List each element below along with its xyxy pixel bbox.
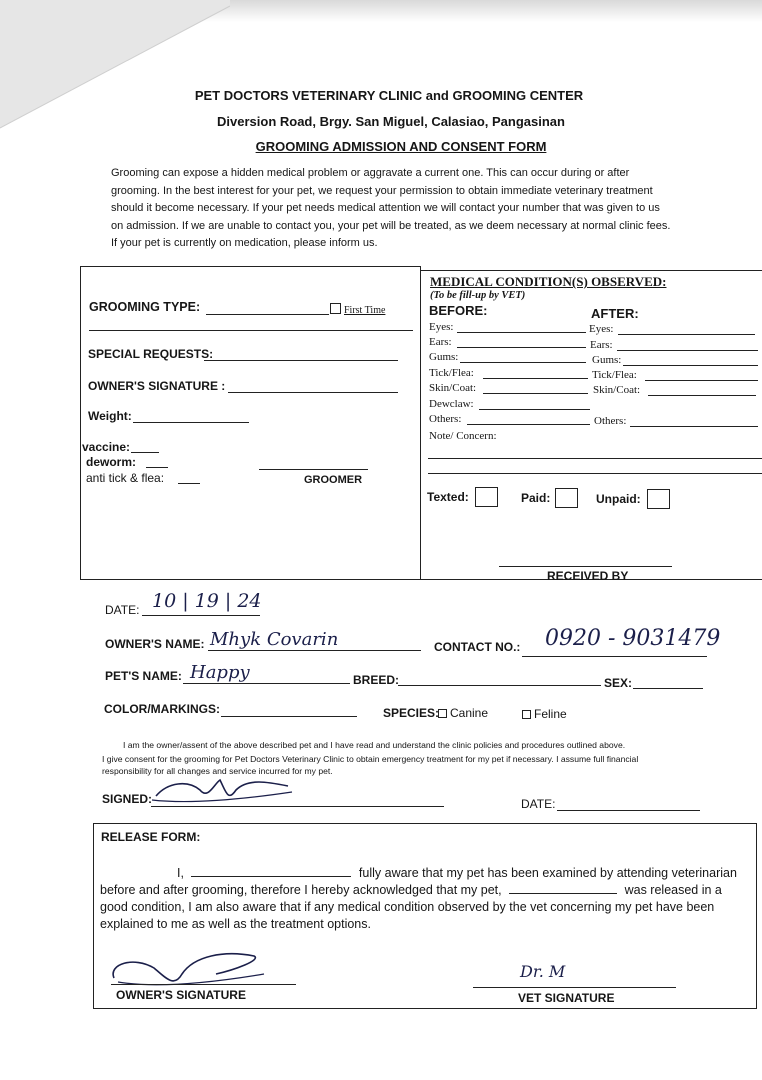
grooming-type-line[interactable]	[206, 314, 329, 315]
anti-tick-line[interactable]	[178, 483, 200, 484]
unpaid-label: Unpaid:	[596, 492, 641, 506]
deworm-label: deworm:	[86, 455, 137, 469]
color-markings-line[interactable]	[221, 716, 357, 717]
release-owner-blank[interactable]	[191, 865, 351, 877]
sex-line[interactable]	[633, 688, 703, 689]
date-handwritten: 10 | 19 | 24	[152, 590, 262, 612]
owner-name-label: OWNER'S NAME:	[105, 637, 205, 651]
before-ears-label: Ears:	[429, 336, 452, 348]
vet-signature-label: VET SIGNATURE	[518, 991, 615, 1005]
deworm-line[interactable]	[146, 467, 168, 468]
sex-label: SEX:	[604, 676, 633, 690]
vet-signature-line[interactable]	[473, 987, 676, 988]
before-gums-label: Gums:	[429, 351, 459, 363]
grooming-type-label: GROOMING TYPE:	[89, 300, 201, 314]
before-eyes-line[interactable]	[457, 332, 586, 333]
release-line-3: good condition, I am also aware that if any medical condition observed by the vet concerning my pet have been	[100, 900, 715, 914]
color-markings-label: COLOR/MARKINGS:	[104, 702, 220, 716]
after-header: AFTER:	[591, 306, 639, 321]
species-canine-option[interactable]	[438, 706, 488, 720]
consent-date-label: DATE:	[521, 797, 556, 811]
after-eyes-line[interactable]	[618, 334, 755, 335]
pet-name-label: PET'S NAME:	[105, 669, 182, 683]
release-line2-end: was released in a	[624, 883, 722, 897]
form-title: GROOMING ADMISSION AND CONSENT FORM	[255, 139, 547, 154]
before-others-line[interactable]	[467, 424, 590, 425]
weight-line[interactable]	[133, 422, 249, 423]
clinic-name: PET DOCTORS VETERINARY CLINIC and GROOMING CENTER	[194, 88, 584, 103]
contact-label: CONTACT NO.:	[434, 640, 521, 654]
release-pet-blank[interactable]	[509, 882, 617, 894]
after-tick-flea-line[interactable]	[645, 380, 758, 381]
first-time-checkbox[interactable]	[330, 303, 385, 316]
owner-signature-scribble	[148, 772, 298, 808]
groomer-line[interactable]	[259, 469, 368, 470]
intro-line: If your pet is currently on medication, please inform us.	[111, 237, 378, 249]
before-header: BEFORE:	[429, 303, 488, 318]
date-label: DATE:	[105, 603, 140, 617]
checkbox-icon[interactable]	[330, 303, 341, 314]
before-skin-coat-label: Skin/Coat:	[429, 382, 477, 394]
page-corner-fold	[0, 0, 230, 130]
after-ears-label: Ears:	[590, 339, 613, 351]
before-dewclaw-label: Dewclaw:	[429, 398, 474, 410]
after-eyes-label: Eyes:	[589, 323, 614, 335]
paid-label: Paid:	[521, 491, 551, 505]
medical-title: MEDICAL CONDITION(S) OBSERVED:	[430, 274, 667, 289]
consent-line-2: I give consent for the grooming for Pet Doctors Veterinary Clinic to obtain emergency treatment for my pet if necessary. I assume full financial	[102, 754, 639, 764]
paid-checkbox[interactable]	[555, 488, 578, 508]
owner-name-line[interactable]	[208, 650, 421, 651]
vaccine-line[interactable]	[131, 452, 159, 453]
contact-line[interactable]	[522, 656, 707, 657]
date-line[interactable]	[142, 615, 260, 616]
before-gums-line[interactable]	[460, 362, 586, 363]
clinic-address: Diversion Road, Brgy. San Miguel, Calasiao, Pangasinan	[217, 114, 565, 129]
note-concern-label: Note/ Concern:	[429, 430, 497, 442]
after-gums-label: Gums:	[592, 354, 622, 366]
consent-line-3: responsibility for all changes and service incurred for my pet.	[102, 766, 333, 776]
checkbox-icon[interactable]	[522, 710, 531, 719]
signed-label: SIGNED:	[102, 792, 153, 806]
owners-signature-line[interactable]	[228, 392, 398, 393]
anti-tick-label: anti tick & flea:	[86, 471, 165, 485]
release-line-4: explained to me as well as the treatment options.	[100, 917, 371, 931]
pet-name-line[interactable]	[183, 683, 350, 684]
after-gums-line[interactable]	[623, 365, 758, 366]
first-time-label: First Time	[344, 305, 386, 316]
intro-line: Grooming can expose a hidden medical problem or aggravate a current one. This can occur during or after	[111, 167, 630, 179]
release-owner-signature-label: OWNER'S SIGNATURE	[116, 988, 246, 1002]
unpaid-checkbox[interactable]	[647, 489, 670, 509]
weight-label: Weight:	[88, 409, 132, 423]
breed-line[interactable]	[398, 685, 601, 686]
consent-line-1: I am the owner/assent of the above described pet and I have read and understand the clinic policies and procedures outlined above.	[123, 740, 626, 750]
release-owner-signature-line[interactable]	[111, 984, 296, 985]
grooming-type-line-2[interactable]	[89, 330, 413, 331]
note-line-1[interactable]	[428, 458, 762, 459]
owners-signature-label: OWNER'S SIGNATURE :	[88, 379, 226, 393]
intro-line: should it become necessary. If your pet needs medical attention we will contact your number that was given to us	[111, 202, 660, 214]
before-tick-flea-label: Tick/Flea:	[429, 367, 474, 379]
release-line2-start: before and after grooming, therefore I hereby acknowledged that my pet,	[100, 883, 502, 897]
special-requests-line[interactable]	[204, 360, 398, 361]
after-skin-coat-line[interactable]	[648, 395, 756, 396]
species-feline-option[interactable]	[522, 707, 567, 721]
contact-handwritten: 0920 - 9031479	[545, 626, 721, 651]
medical-subtitle: (To be fill-up by VET)	[430, 290, 526, 301]
vet-signature-handwritten: Dr. M	[520, 962, 566, 981]
after-others-line[interactable]	[630, 426, 758, 427]
species-label: SPECIES:	[383, 706, 440, 720]
received-by-label: RECEIVED BY	[547, 569, 629, 583]
before-eyes-label: Eyes:	[429, 321, 454, 333]
breed-label: BREED:	[353, 673, 400, 687]
release-line1-end: fully aware that my pet has been examined by attending veterinarian	[358, 866, 737, 880]
before-others-label: Others:	[429, 413, 462, 425]
before-dewclaw-line[interactable]	[479, 409, 590, 410]
intro-line: grooming. In the best interest for your pet, we request your permission to obtain immediate veterinary treatment	[111, 184, 653, 197]
after-ears-line[interactable]	[617, 350, 758, 351]
owner-name-handwritten: Mhyk Covarin	[210, 629, 339, 650]
before-tick-flea-line[interactable]	[483, 378, 588, 379]
intro-paragraph	[111, 165, 731, 253]
special-requests-label: SPECIAL REQUESTS:	[88, 347, 214, 361]
release-line1-start: I,	[177, 866, 184, 880]
release-line-2	[100, 882, 752, 899]
checkbox-icon[interactable]	[438, 709, 447, 718]
after-skin-coat-label: Skin/Coat:	[593, 384, 641, 396]
after-tick-flea-label: Tick/Flea:	[592, 369, 637, 381]
groomer-label: GROOMER	[304, 474, 363, 486]
vaccine-label: vaccine:	[82, 440, 131, 454]
texted-checkbox[interactable]	[475, 487, 498, 507]
before-ears-line[interactable]	[457, 347, 586, 348]
intro-line: on admission. If we are unable to contact you, your pet will be treated, as we deem necessary at normal clinic fees.	[111, 219, 671, 232]
release-paragraph	[100, 865, 752, 933]
note-line-2[interactable]	[428, 473, 762, 474]
consent-date-line[interactable]	[557, 810, 700, 811]
texted-label: Texted:	[427, 490, 469, 504]
release-line-1	[100, 865, 752, 882]
pet-name-handwritten: Happy	[190, 662, 250, 683]
before-skin-coat-line[interactable]	[483, 393, 588, 394]
release-title: RELEASE FORM:	[101, 830, 201, 844]
received-by-line[interactable]	[499, 566, 672, 567]
after-others-label: Others:	[594, 415, 627, 427]
canine-label: Canine	[450, 706, 489, 720]
feline-label: Feline	[534, 707, 567, 721]
